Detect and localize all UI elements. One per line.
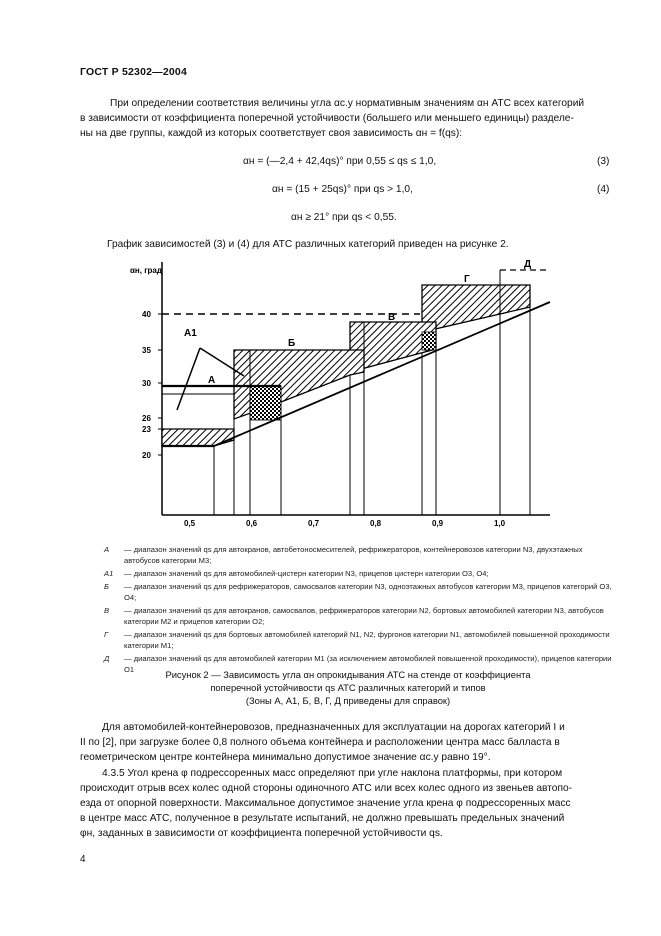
section-line-1: 4.3.5 Угол крена φ подрессоренных масс определяют при угле наклона платформы, при котором bbox=[102, 768, 563, 779]
legend-text-a1: — диапазон значений qs для автомобилей-цистерн категории N3, прицепов цистерн категории O3, O4; bbox=[124, 569, 489, 578]
container-line-1: Для автомобилей-контейнеровозов, предназначенных для эксплуатации на дорогах категорий I и bbox=[102, 722, 565, 733]
zone-label-d: Д bbox=[524, 259, 532, 270]
y-tick-30: 30 bbox=[142, 379, 151, 388]
legend-key-a1: А1 bbox=[104, 569, 114, 578]
page-number: 4 bbox=[80, 854, 86, 865]
legend-item-b bbox=[104, 581, 617, 603]
legend-item-a1 bbox=[104, 568, 617, 579]
document-header: ГОСТ Р 52302—2004 bbox=[80, 66, 188, 78]
chart-intro: График зависимостей (3) и (4) для АТС различных категорий приведен на рисунке 2. bbox=[107, 239, 509, 250]
x-tick-0-5: 0,5 bbox=[184, 519, 196, 528]
legend-text-a: — диапазон значений qs для автокранов, автобетоносмесителей, рефрижераторов, контейнеровозов категории N3, двухэтажных автобусов категории М3; bbox=[124, 545, 583, 565]
container-line-3: геометрическом центре контейнера минимально допустимое значение αс.у равно 19°. bbox=[80, 752, 491, 763]
x-tick-1-0: 1,0 bbox=[494, 519, 506, 528]
legend-text-g: — диапазон значений qs для бортовых автомобилей категорий N1, N2, фургонов категории N1, автомобилей повышенной проходимости категории М1; bbox=[124, 630, 610, 650]
legend-item-a bbox=[104, 544, 617, 566]
equation-4: αн = (15 + 25qs)° при qs > 1,0, bbox=[272, 184, 413, 195]
intro-line-2: в зависимости от коэффициента поперечной устойчивости (большего или меньшего единицы) разделе- bbox=[80, 113, 574, 124]
legend-text-d: — диапазон значений qs для автомобилей категории М1 (за исключением автомобилей повышенной проходимости), прицепов категории O1 bbox=[124, 654, 612, 674]
legend-text-b: — диапазон значений qs для рефрижераторов, самосвалов категории N3, одноэтажных автобусов категории М3, прицепов категорий O3, O4; bbox=[124, 582, 612, 602]
inequality: αн ≥ 21° при qs < 0,55. bbox=[291, 212, 397, 223]
caption-line-1: Рисунок 2 — Зависимость угла αн опрокидывания АТС на стенде от коэффициента bbox=[165, 669, 531, 680]
x-tick-0-7: 0,7 bbox=[308, 519, 320, 528]
legend-key-v: В bbox=[104, 606, 110, 615]
intro-paragraph bbox=[80, 96, 616, 141]
y-tick-35: 35 bbox=[142, 346, 151, 355]
x-tick-0-9: 0,9 bbox=[432, 519, 444, 528]
y-tick-20: 20 bbox=[142, 451, 151, 460]
equation-3: αн = (—2,4 + 42,4qs)° при 0,55 ≤ qs ≤ 1,0, bbox=[243, 156, 437, 167]
legend-text-v: — диапазон значений qs для автокранов, самосвалов, рефрижераторов категории N2, бортовых автомобилей категории N3, автобусов категории М2 и прицепов категории O2; bbox=[124, 606, 604, 626]
legend-item-v bbox=[104, 605, 617, 627]
zone-label-a1 bbox=[184, 328, 197, 339]
y-ticks bbox=[142, 310, 162, 460]
zone-label-g: Г bbox=[464, 274, 470, 285]
x-tick-0-8: 0,8 bbox=[370, 519, 382, 528]
figure-2-chart bbox=[100, 252, 570, 530]
legend-key-d: Д bbox=[104, 654, 110, 663]
figure-caption bbox=[80, 668, 616, 707]
y-tick-40: 40 bbox=[142, 310, 151, 319]
x-ticks bbox=[184, 519, 506, 528]
equation-3-number: (3) bbox=[597, 156, 610, 167]
section-line-5: φн, заданных в зависимости от коэффициента поперечной устойчивости qs. bbox=[80, 828, 443, 839]
section-line-3: езда от опорной поверхности. Максимальное допустимое значение угла крена φ подрессоренных масс bbox=[80, 798, 571, 809]
zone-label-b: Б bbox=[288, 338, 296, 349]
intro-line-3: ны на две группы, каждой из которых соответствует своя зависимость αн = f(qs): bbox=[80, 128, 463, 139]
legend-item-g bbox=[104, 629, 617, 651]
zone-g-hatch bbox=[422, 285, 530, 332]
legend-key-a: А bbox=[104, 545, 110, 554]
zone-label-v: В bbox=[388, 312, 396, 323]
a1-pointer-1 bbox=[177, 348, 200, 410]
y-tick-26: 26 bbox=[142, 414, 151, 423]
figure-legend bbox=[104, 544, 617, 675]
equation-4-number: (4) bbox=[597, 184, 610, 195]
container-paragraph bbox=[80, 720, 616, 765]
y-tick-23: 23 bbox=[142, 425, 151, 434]
y-axis-label: αн, град bbox=[130, 266, 162, 275]
caption-line-2: поперечной устойчивости qs АТС различных категорий и типов bbox=[210, 682, 486, 693]
zone-v-checker bbox=[422, 332, 436, 350]
zone-b-checker bbox=[250, 386, 281, 420]
legend-key-b: Б bbox=[104, 582, 109, 591]
zone-low-hatch bbox=[162, 429, 234, 446]
caption-line-3: (Зоны А, А1, Б, В, Г, Д приведены для справок) bbox=[245, 695, 451, 706]
legend-key-g: Г bbox=[104, 630, 109, 639]
intro-line-1: При определении соответствия величины угла αc.у нормативным значениям αн АТС всех категорий bbox=[110, 98, 585, 109]
zone-label-a: А bbox=[208, 375, 216, 386]
section-line-2: происходит отрыв всех колес одной стороны одиночного АТС или всех колес одного из звеньев автопо- bbox=[80, 783, 573, 794]
container-line-2: II по [2], при загрузке более 0,8 полного объема контейнера и расположении центра масс балласта в bbox=[80, 737, 560, 748]
x-tick-0-6: 0,6 bbox=[246, 519, 258, 528]
zone-label-a1-text: А1 bbox=[184, 328, 197, 339]
section-line-4: в центре масс АТС, полученное в результате испытаний, не должно превышать предельных значений bbox=[80, 813, 565, 824]
section-4-3-5 bbox=[80, 766, 616, 841]
